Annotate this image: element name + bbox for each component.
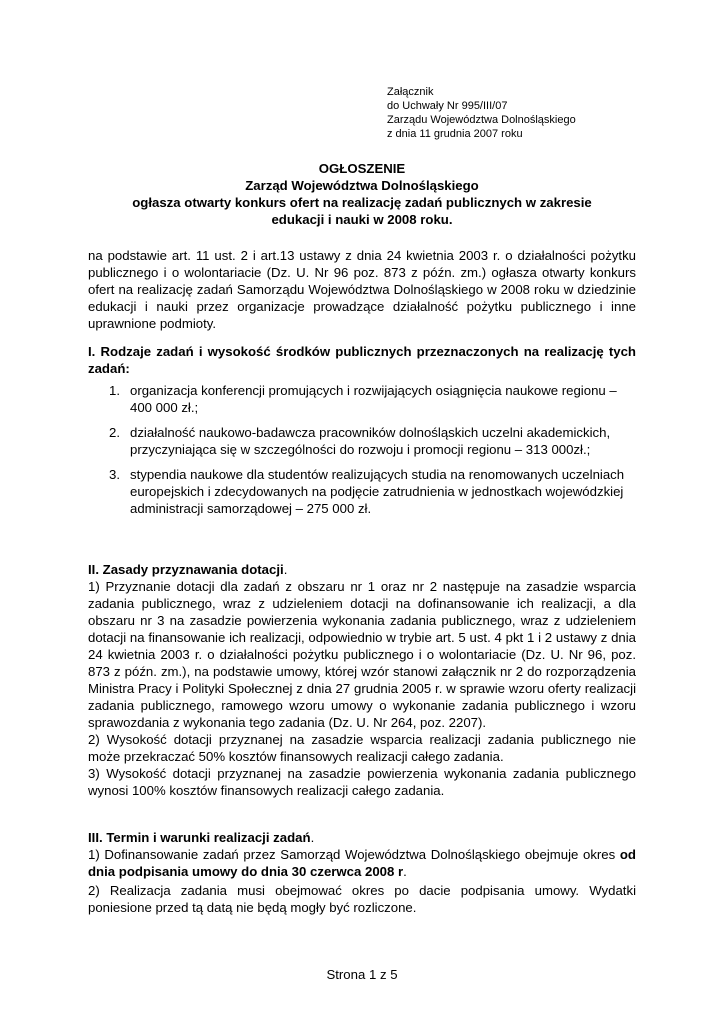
heading-line: edukacji i nauki w 2008 roku.: [271, 212, 453, 227]
section-3-heading: [88, 829, 636, 846]
attachment-note: [387, 85, 576, 141]
list-item-text: działalność naukowo-badawcza pracowników dolnośląskich uczelni akademickich, przyczyniająca się w szczególności do rozwoju i promocji regionu – 313 000zł.;: [130, 425, 611, 457]
section-2-paragraph: 1) Przyznanie dotacji dla zadań z obszaru nr 1 oraz nr 2 następuje na zasadzie wsparcia zadania publicznego, wraz z udzieleniem dotacji na dofinansowanie ich realizacji, a dla obszaru nr 3 na zasadzie powierzenia wykonania zadania publicznego, wraz z udzieleniem dotacji na finansowanie ich realizacji, odpowiednio w trybie art. 5 ust. 4 pkt 1 i 2 ustawy z dnia 24 kwietnia 2003 r. o działalności pożytku publicznego i o wolontariacie (Dz. U. Nr 96, poz. 873 z późn. zm.), na podstawie umowy, której wzór stanowi załącznik nr 2 do rozporządzenia Ministra Pracy i Polityki Społecznej z dnia 27 grudnia 2005 r. w sprawie wzoru oferty realizacji zadania publicznego, ramowego wzoru umowy o wykonanie zadania publicznego i wzoru sprawozdania z wykonania tego zadania (Dz. U. Nr 264, poz. 2207).: [88, 579, 636, 730]
section-3-paragraph: 2) Realizacja zadania musi obejmować okres po dacie podpisania umowy. Wydatki poniesione przed tą datą nie będą mogły być rozliczone.: [88, 883, 636, 915]
list-item-number: 3.: [109, 467, 120, 482]
section-2-title: II. Zasady przyznawania dotacji: [88, 562, 284, 577]
attachment-line: z dnia 11 grudnia 2007 roku: [387, 128, 523, 140]
task-list: [88, 382, 636, 517]
intro-paragraph: na podstawie art. 11 ust. 2 i art.13 ustawy z dnia 24 kwietnia 2003 r. o działalności pożytku publicznego i o wolontariacie (Dz. U. Nr 96 poz. 873 z późn. zm.) ogłasza otwarty konkurs ofert na realizację zadań Samorządu Województwa Dolnośląskiego w 2008 roku w dziedzinie edukacji i nauki przez organizacje prowadzące działalność pożytku publicznego i inne uprawnione podmioty.: [88, 248, 636, 331]
section-3-p1-end: .: [403, 864, 407, 879]
announcement-heading: [88, 160, 636, 228]
section-2: [88, 561, 636, 799]
section-2-paragraph: 3) Wysokość dotacji przyznanej na zasadzie powierzenia wykonania zadania publicznego wynosi 100% kosztów finansowych realizacji całego zadania.: [88, 766, 636, 798]
list-item-number: 2.: [109, 425, 120, 440]
section-1-title: I. Rodzaje zadań i wysokość środków publicznych przeznaczonych na realizację tych zadań:: [88, 344, 636, 376]
section-3-title: III. Termin i warunki realizacji zadań: [88, 830, 311, 845]
section-3-paragraph: [88, 846, 636, 880]
section-2-title-suffix: .: [283, 562, 288, 577]
page-number: Strona 1 z 5: [326, 967, 398, 982]
section-3-p1-start: 1) Dofinansowanie zadań przez Samorząd Województwa Dolnośląskiego obejmuje okres: [88, 847, 620, 862]
section-3-p1-bold: od dnia podpisania umowy do dnia 30 czerwca 2008 r: [88, 847, 636, 879]
list-item-text: organizacja konferencji promujących i rozwijających osiągnięcia naukowe regionu – 400 000 zł.;: [130, 383, 617, 415]
list-item: [88, 424, 636, 458]
heading-line: Zarząd Województwa Dolnośląskiego: [245, 178, 479, 193]
list-item: [88, 382, 636, 416]
attachment-line: Zarządu Województwa Dolnośląskiego: [387, 114, 576, 126]
section-1: [88, 343, 636, 525]
section-2-heading: [88, 561, 636, 578]
attachment-line: Załącznik: [387, 86, 434, 98]
section-2-paragraph: 2) Wysokość dotacji przyznanej na zasadzie wsparcia realizacji zadania publicznego nie może przekraczać 50% kosztów finansowych realizacji całego zadania.: [88, 732, 636, 764]
section-3: [88, 829, 636, 916]
section-3-title-suffix: .: [310, 830, 315, 845]
list-item-number: 1.: [109, 383, 120, 398]
attachment-line: do Uchwały Nr 995/III/07: [387, 100, 508, 112]
list-item: [88, 466, 636, 517]
heading-line: ogłasza otwarty konkurs ofert na realizację zadań publicznych w zakresie: [132, 195, 592, 210]
list-item-text: stypendia naukowe dla studentów realizujących studia na renomowanych uczelniach europejskich i zdecydowanych na podjęcie zatrudnienia w jednostkach wojewódzkiej administracji samorządowej – 275 000 zł.: [130, 467, 625, 516]
heading-title: OGŁOSZENIE: [318, 161, 406, 176]
